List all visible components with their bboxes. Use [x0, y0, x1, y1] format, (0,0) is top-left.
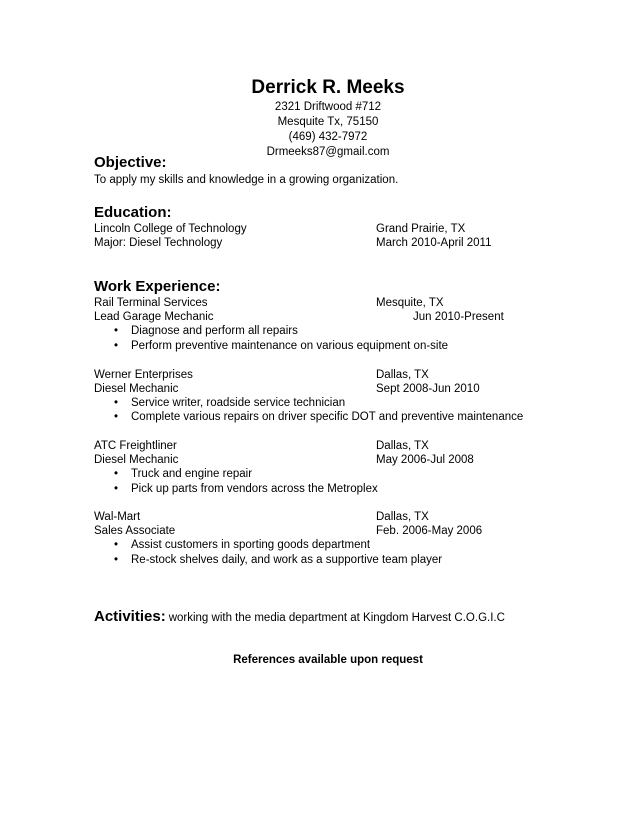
bullet-icon: •: [114, 397, 119, 409]
job-location: Dallas, TX: [376, 369, 429, 381]
job-company: ATC Freightliner: [94, 440, 177, 452]
job-location: Dallas, TX: [376, 511, 429, 523]
bullet-text: Complete various repairs on driver specific DOT and preventive maintenance: [131, 411, 524, 423]
address-line-2: Mesquite Tx, 75150: [277, 116, 379, 128]
references-note: [0, 654, 638, 666]
activities-heading: Activities:: [94, 608, 166, 625]
bullet-icon: •: [114, 554, 119, 566]
bullet-icon: •: [114, 325, 119, 337]
resume-header: [0, 76, 638, 160]
job-role: Lead Garage Mechanic: [94, 311, 214, 323]
job-company: Wal-Mart: [94, 511, 141, 523]
job-role: Diesel Mechanic: [94, 383, 179, 395]
bullet-text: Assist customers in sporting goods department: [131, 539, 371, 551]
job-role: Diesel Mechanic: [94, 454, 179, 466]
bullet-icon: •: [114, 340, 119, 352]
job-bullet: [114, 324, 298, 338]
education-major: Major: Diesel Technology: [94, 237, 223, 249]
job-dates: Jun 2010-Present: [413, 311, 504, 323]
job-role: Sales Associate: [94, 525, 176, 537]
address-line-1: 2321 Driftwood #712: [274, 101, 382, 113]
job-dates: Sept 2008-Jun 2010: [376, 383, 480, 395]
objective-text: To apply my skills and knowledge in a growing organization.: [94, 174, 399, 186]
bullet-icon: •: [114, 483, 119, 495]
education-location: Grand Prairie, TX: [376, 223, 466, 235]
job-dates: May 2006-Jul 2008: [376, 454, 474, 466]
bullet-text: Service writer, roadside service technician: [131, 397, 346, 409]
email-address: Drmeeks87@gmail.com: [266, 146, 390, 158]
bullet-icon: •: [114, 468, 119, 480]
job-company: Werner Enterprises: [94, 369, 193, 381]
work-experience-heading: Work Experience:: [94, 278, 221, 295]
bullet-text: Diagnose and perform all repairs: [131, 325, 298, 337]
education-school: Lincoln College of Technology: [94, 223, 247, 235]
candidate-name: Derrick R. Meeks: [251, 77, 405, 98]
job-bullet: [114, 467, 252, 481]
job-company: Rail Terminal Services: [94, 297, 208, 309]
job-bullet: [114, 410, 523, 424]
bullet-icon: •: [114, 539, 119, 551]
job-bullet: [114, 339, 448, 353]
bullet-icon: •: [114, 411, 119, 423]
bullet-text: Re-stock shelves daily, and work as a supportive team player: [131, 554, 443, 566]
bullet-text: Perform preventive maintenance on various equipment on-site: [131, 340, 449, 352]
education-dates: March 2010-April 2011: [376, 237, 492, 249]
objective-heading: Objective:: [94, 154, 167, 171]
job-dates: Feb. 2006-May 2006: [376, 525, 483, 537]
job-bullet: [114, 396, 345, 410]
job-bullet: [114, 538, 370, 552]
job-location: Dallas, TX: [376, 440, 429, 452]
education-heading: Education:: [94, 204, 172, 221]
activities-text: working with the media department at Kingdom Harvest C.O.G.I.C: [168, 612, 505, 624]
job-bullet: [114, 482, 378, 496]
bullet-text: Pick up parts from vendors across the Metroplex: [131, 483, 378, 495]
activities-section: [94, 608, 505, 626]
bullet-text: Truck and engine repair: [131, 468, 253, 480]
phone-number: (469) 432-7972: [288, 131, 368, 143]
job-location: Mesquite, TX: [376, 297, 444, 309]
references-text: References available upon request: [233, 654, 423, 666]
job-bullet: [114, 553, 442, 567]
